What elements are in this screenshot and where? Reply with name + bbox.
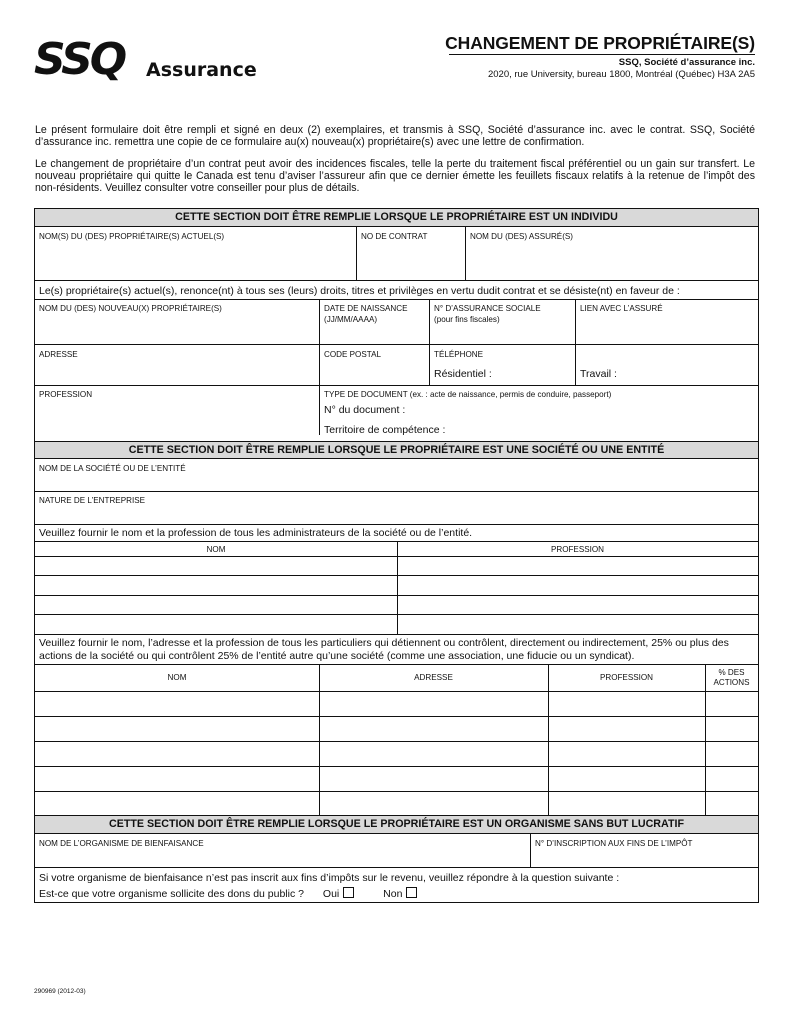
birth-date-label: DATE DE NAISSANCE (324, 304, 408, 313)
divider (465, 227, 466, 280)
tax-number-label: N° D’INSCRIPTION AUX FINS DE L’IMPÔT (535, 839, 693, 848)
no-label: Non (383, 888, 403, 900)
divider (35, 634, 758, 635)
table-row (35, 575, 758, 576)
section-header-company: CETTE SECTION DOIT ÊTRE REMPLIE LORSQUE LE PROPRIÉTAIRE EST UNE SOCIÉTÉ OU UNE ENTITÉ (35, 441, 758, 459)
divider (35, 867, 758, 868)
charity-question-intro: Si votre organisme de bienfaisance n’est pas inscrit aux fins d’impôts sur le revenu, veuillez répondre à la question suivante : (39, 872, 620, 884)
table-row (35, 691, 758, 692)
jurisdiction-label: Territoire de compétence : (324, 424, 446, 436)
table-row (35, 614, 758, 615)
phone-work-label: Travail : (580, 368, 617, 380)
holders-col-name: NOM (167, 673, 187, 682)
divider (429, 299, 430, 385)
admins-instruction: Veuillez fournir le nom et la profession de tous les administrateurs de la société ou de l’entité. (39, 527, 473, 539)
table-row (35, 791, 758, 792)
company-address: 2020, rue University, bureau 1800, Montréal (Québec) H3A 2A5 (487, 69, 755, 80)
logo-text: SSQ (34, 34, 125, 85)
phone-label: TÉLÉPHONE (434, 350, 484, 359)
company-name: SSQ, Société d’assurance inc. (618, 57, 755, 68)
charity-question (39, 887, 417, 900)
holders-col-profession: PROFESSION (599, 673, 654, 682)
table-row (35, 741, 758, 742)
profession-label: PROFESSION (39, 390, 93, 399)
intro-paragraph-1: Le présent formulaire doit être rempli et signé en deux (2) exemplaires, et transmis à SSQ, Société d’assurance inc. avec le contrat. SSQ, Société d’assurance inc. remettra une copie de ce formulaire au(x) nouveau(x) propriétaire(s) avec une lettre de confirmation. (35, 124, 755, 148)
ownership-form (34, 208, 759, 903)
table-row (35, 595, 758, 596)
no-checkbox[interactable] (406, 887, 417, 898)
yes-label: Oui (322, 888, 340, 900)
form-code: 290969 (2012-03) (34, 988, 86, 995)
business-nature-label: NATURE DE L’ENTREPRISE (39, 496, 145, 505)
title-rule (449, 54, 755, 55)
table-row (35, 766, 758, 767)
holders-col-pct (705, 668, 758, 688)
divider (548, 664, 549, 816)
yes-checkbox[interactable] (343, 887, 354, 898)
divider (575, 299, 576, 385)
current-owners-label: NOM(S) DU (DES) PROPRIÉTAIRE(S) ACTUEL(S) (39, 232, 225, 241)
divider (35, 385, 758, 386)
doc-type-label-text: TYPE DE DOCUMENT (324, 390, 408, 399)
holders-col-pct-line2: ACTIONS (713, 678, 750, 687)
divider (35, 344, 758, 345)
postal-code-label: CODE POSTAL (324, 350, 381, 359)
divider (530, 834, 531, 867)
divider (35, 491, 758, 492)
admin-col-name: NOM (206, 545, 226, 554)
phone-residential-label: Résidentiel : (434, 368, 492, 380)
charity-name-label: NOM DE L’ORGANISME DE BIENFAISANCE (39, 839, 204, 848)
birth-date-format: (JJ/MM/AAAA) (324, 315, 378, 324)
divider (35, 524, 758, 525)
divider (35, 280, 758, 281)
holders-instruction: Veuillez fournir le nom, l’adresse et la profession de tous les particuliers qui détiennent ou contrôlent, directement ou indirectement, 25% ou plus des actions de la société ou qui contrôlent 25% de l’entité autre qu’une société (comme une association, une fiducie ou un syndicat). (39, 637, 729, 662)
intro-paragraph-2: Le changement de propriétaire d’un contrat peut avoir des incidences fiscales, telle la perte du traitement fiscal préférentiel ou un gain sur transfert. Le nouveau propriétaire qui quitte le Canada est tenu d’aviser l’assureur afin que ce dernier émette les feuillets fiscaux relatifs à la retenue de l’impôt des non-résidents. Veuillez consulter votre conseiller pour plus de détails. (35, 158, 755, 194)
charity-question-text: Est-ce que votre organisme sollicite des dons du public ? (39, 888, 304, 900)
divider (319, 299, 320, 435)
sin-note: (pour fins fiscales) (434, 315, 500, 324)
section-header-nonprofit: CETTE SECTION DOIT ÊTRE REMPLIE LORSQUE LE PROPRIÉTAIRE EST UN ORGANISME SANS BUT LUCRATIF (35, 815, 758, 834)
insured-names-label: NOM DU (DES) ASSURÉ(S) (470, 232, 573, 241)
holders-col-address: ADRESSE (414, 673, 453, 682)
divider (356, 227, 357, 280)
table-row (35, 716, 758, 717)
relation-label: LIEN AVEC L’ASSURÉ (580, 304, 663, 313)
address-label: ADRESSE (39, 350, 78, 359)
renounce-statement: Le(s) propriétaire(s) actuel(s), renonce(nt) à tous ses (leurs) droits, titres et privilèges en vertu dudit contrat et se désiste(nt) en faveur de : (39, 285, 680, 297)
doc-type-label (324, 390, 611, 400)
divider (35, 664, 758, 665)
form-title: CHANGEMENT DE PROPRIÉTAIRE(S) (445, 33, 755, 53)
logo-sub: Assurance (146, 59, 257, 81)
company-name-label: NOM DE LA SOCIÉTÉ OU DE L’ENTITÉ (39, 464, 186, 473)
section-header-individual: CETTE SECTION DOIT ÊTRE REMPLIE LORSQUE LE PROPRIÉTAIRE EST UN INDIVIDU (35, 209, 758, 227)
doc-type-note: (ex. : acte de naissance, permis de conduire, passeport) (409, 390, 612, 399)
sin-label: N° D’ASSURANCE SOCIALE (434, 304, 541, 313)
admin-col-profession: PROFESSION (550, 545, 605, 554)
ssq-logo (34, 32, 257, 85)
divider (35, 299, 758, 300)
contract-number-label: NO DE CONTRAT (361, 232, 428, 241)
divider (319, 664, 320, 816)
new-owners-label: NOM DU (DES) NOUVEAU(X) PROPRIÉTAIRE(S) (39, 304, 222, 313)
doc-number-label: N° du document : (324, 404, 406, 416)
table-row (35, 556, 758, 557)
holders-col-pct-line1: % DES (718, 668, 745, 677)
